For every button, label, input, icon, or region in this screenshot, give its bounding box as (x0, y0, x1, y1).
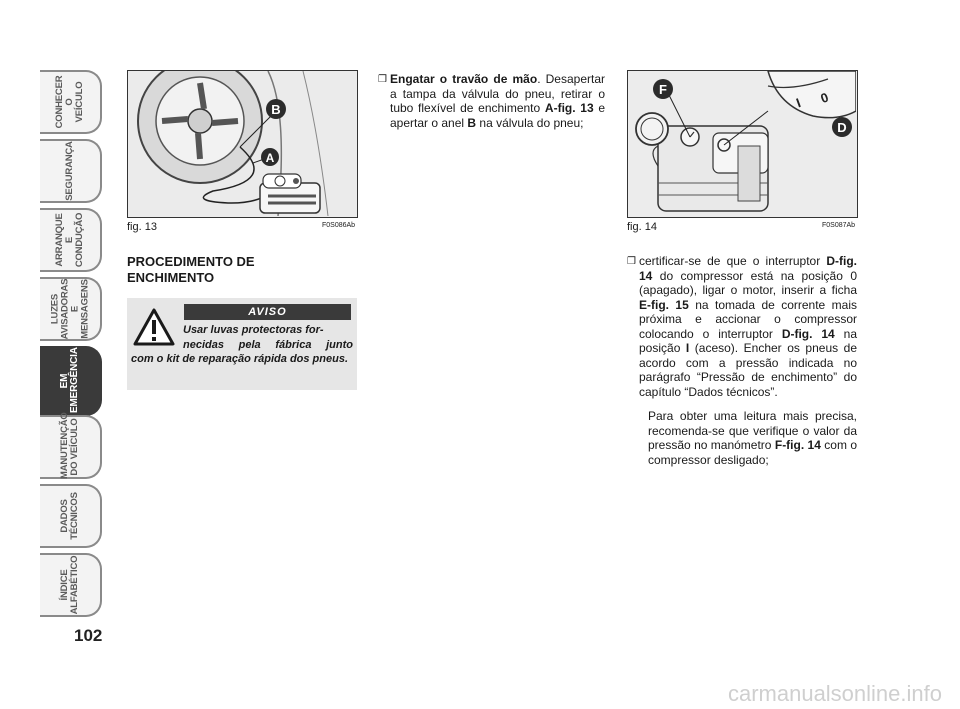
tab-seguranca[interactable] (40, 139, 102, 203)
fig14-label-d: D (837, 120, 847, 135)
step-text-part: na posição (639, 326, 857, 355)
tab-label: EM EMERGÊNCIA (59, 347, 80, 413)
warning-text (131, 323, 353, 367)
step-text-part: (aceso). Encher os pneus de acordo com a pressão indicada no parágrafo “Pressão de enchimento” do capítulo “Dados técnicos”. (639, 341, 857, 399)
step-certificar-interruptor (627, 254, 857, 399)
warning-title: AVISO (184, 304, 351, 320)
fig14-code: F0S087Ab (822, 222, 856, 229)
tab-label: ARRANQUE E CONDUÇÃO (54, 212, 85, 268)
warning-line-2: necidas pela fábrica junto (183, 338, 353, 351)
fig14-label-f: F (659, 82, 667, 97)
step-engatar-travao (378, 72, 605, 130)
step-label-ref: I (685, 341, 690, 355)
paragraph-fig-ref: F-fig. 14 (774, 438, 821, 452)
tab-label: MANUTENÇÃO DO VEÍCULO (59, 412, 80, 479)
step-emphasis: Engatar o travão de mão (390, 72, 538, 86)
tab-luzes-avisadoras[interactable] (40, 277, 102, 341)
step-fig-ref: D-fig. 14 (639, 254, 857, 283)
step-text-part: e apertar o anel (390, 101, 605, 130)
tab-em-emergencia[interactable] (40, 346, 102, 416)
tire-compressor-illustration (128, 71, 356, 216)
tab-label: DADOS TÉCNICOS (59, 492, 80, 540)
tab-label: ÍNDICE ALFABÉTICO (59, 555, 80, 615)
step-fig-ref: D-fig. 14 (781, 326, 835, 341)
step-text-part: na tomada de corrente mais próxima e accionar o compressor colocando o interruptor (639, 297, 857, 341)
bullet-icon: ❒ (378, 74, 387, 85)
warning-line-1: Usar luvas protectoras for- (183, 324, 324, 336)
tab-indice-alfabetico[interactable] (40, 553, 102, 617)
tab-conhecer-o-veiculo[interactable] (40, 70, 102, 134)
fig13-label-a: A (265, 151, 275, 165)
compressor-illustration (628, 71, 856, 216)
step-text-part: certificar-se de que o interruptor (639, 254, 827, 268)
fig13-code: F0S086Ab (322, 222, 356, 229)
tab-arranque-e-conducao[interactable] (40, 208, 102, 272)
paragraph-text-part: Para obter uma leitura mais precisa, recomenda-se que verifique o valor da pressão no manómetro (648, 409, 857, 452)
step-text (390, 72, 605, 130)
bullet-icon: ❒ (627, 256, 636, 267)
step-text-part: na válvula do pneu; (476, 115, 584, 130)
warning-box (127, 298, 357, 390)
tab-dados-tecnicos[interactable] (40, 484, 102, 548)
step-text (639, 254, 857, 399)
step-text-part: . Desapertar a tampa da válvula do pneu, retirar o tubo flexível de enchimento (390, 72, 606, 115)
switch-mark-off: 0 (818, 89, 831, 107)
tab-manutencao-do-veiculo[interactable] (40, 412, 102, 479)
fig13-label-b: B (271, 102, 281, 117)
step-text-part: do compressor está na posição 0 (apagado), ligar o motor, inserir a ficha (639, 268, 857, 297)
warning-line-rest: com o kit de reparação rápida dos pneus. (131, 353, 349, 365)
manometer-paragraph (648, 409, 857, 467)
paragraph-text-part: com o compressor desligado; (648, 438, 857, 467)
step-label-ref: B (467, 115, 477, 130)
fig14-caption: fig. 14 (627, 221, 657, 233)
tab-label: LUZES AVISADORAS E MENSAGENS (49, 278, 91, 340)
page-number: 102 (74, 626, 103, 645)
step-fig-ref: A-fig. 13 (544, 101, 594, 115)
figure-13 (127, 70, 358, 218)
tab-label: SEGURANÇA (64, 141, 75, 201)
switch-mark-on: I (794, 95, 803, 111)
step-fig-ref: E-fig. 15 (639, 297, 689, 312)
tab-label: CONHECER O VEÍCULO (54, 75, 85, 129)
watermark: carmanualsonline.info (727, 681, 942, 706)
section-heading: PROCEDIMENTO DE ENCHIMENTO (127, 254, 255, 285)
figure-14 (627, 70, 858, 218)
fig13-caption: fig. 13 (127, 221, 157, 233)
